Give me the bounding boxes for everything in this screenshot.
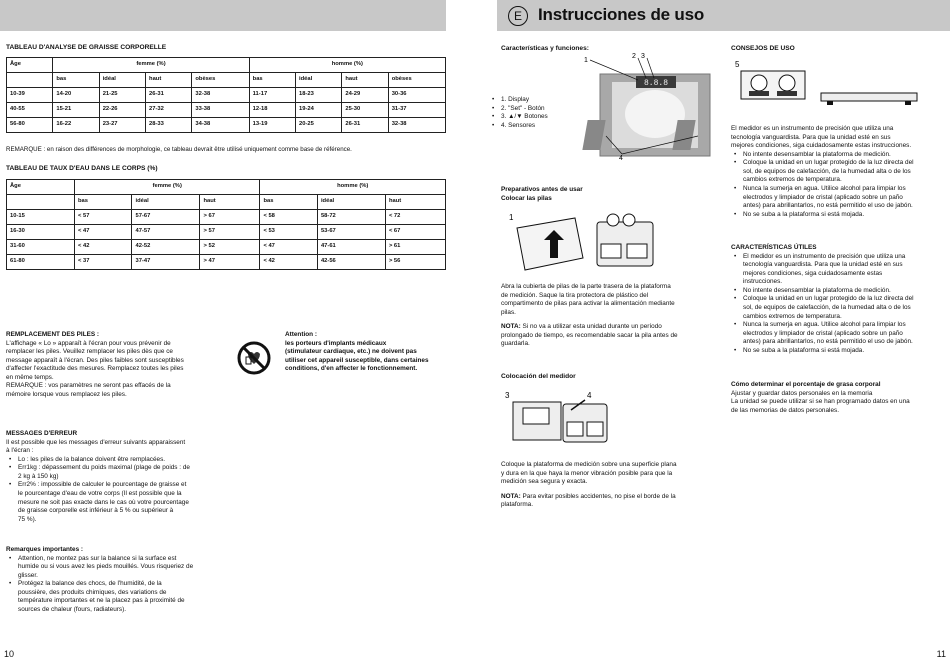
consejos-item bbox=[743, 159, 946, 185]
piles-line: REMARQUE : vos paramètres ne seront pas effacés de la bbox=[6, 382, 171, 390]
list-item-line: • No intente desensamblar la plataforma de medición. bbox=[743, 150, 891, 158]
utiles-item bbox=[743, 347, 946, 356]
attention-line: Attention : bbox=[285, 331, 317, 338]
list-item-line: antes) para abrillantarlos, no está permitido el uso de jabón. bbox=[743, 202, 913, 210]
prep-line: compartimento de pilas para activar la alimentación mediante bbox=[501, 300, 675, 308]
fat-table-heading: TABLEAU D'ANALYSE DE GRAISSE CORPORELLE bbox=[6, 44, 167, 51]
right-page bbox=[475, 0, 950, 662]
consejos-item bbox=[743, 185, 946, 211]
error-item bbox=[18, 464, 231, 481]
fig-number-1: 1 bbox=[509, 213, 514, 222]
remarques-section bbox=[6, 546, 231, 615]
table-subheader: bas bbox=[249, 73, 295, 88]
table-header-femme: femme (%) bbox=[53, 58, 249, 73]
colocacion-line: Coloque la plataforma de medición sobre una superficie plana bbox=[501, 461, 677, 468]
colocacion-line: medición sea segura y exacta. bbox=[501, 478, 588, 486]
list-item-line: mejores condiciones, siga cuidadosamente estas bbox=[743, 269, 883, 277]
attention-line: utiliser cet appareil susceptible, dans certaines bbox=[285, 356, 429, 364]
error-intro: Il est possible que les messages d'erreur suivants apparaissent bbox=[6, 438, 186, 446]
piles-section bbox=[6, 331, 226, 400]
prep-line: de medición. Saque la tira protectora de plástico del bbox=[501, 291, 649, 299]
prep-heading-2: Colocar las pilas bbox=[501, 194, 552, 202]
list-item-line: • No intente desensamblar la plataforma de medición. bbox=[743, 286, 891, 294]
table-subheader: obèses bbox=[388, 73, 445, 88]
table-subheader: idéal bbox=[317, 195, 385, 210]
table-row bbox=[7, 255, 446, 270]
utiles-item bbox=[743, 295, 946, 321]
table-cell: < 42 bbox=[260, 255, 317, 270]
remarque-item bbox=[18, 580, 231, 614]
table-cell: 58-72 bbox=[317, 210, 385, 225]
list-item-line: poussière, des produits chimiques, des variations de bbox=[18, 588, 167, 596]
utiles-item bbox=[743, 321, 946, 347]
attention-line: (stimulateur cardiaque, etc.) ne doivent pas bbox=[285, 348, 417, 356]
remarque-item bbox=[18, 555, 231, 581]
no-pacemaker-icon bbox=[236, 340, 272, 380]
list-item-line: de graisse corporelle est inférieur à 5 % ou supérieur à bbox=[18, 507, 174, 515]
colocacion-nota-text: Para evitar posibles accidentes, no pise el borde de la bbox=[520, 492, 676, 500]
table-cell: 47-57 bbox=[132, 225, 200, 240]
piles-line: mémoire lorsque vous remplacez les piles. bbox=[6, 391, 127, 399]
list-item-line: • No se suba a la plataforma si está mojada. bbox=[743, 346, 865, 354]
colocacion-nota-line: plataforma. bbox=[501, 501, 533, 509]
table-cell: < 53 bbox=[260, 225, 317, 240]
table-cell: 19-24 bbox=[296, 103, 342, 118]
table-cell: 21-25 bbox=[99, 88, 145, 103]
attention-line: les porteurs d'implants médicaux bbox=[285, 339, 387, 347]
table-subheader: idéal bbox=[132, 195, 200, 210]
table-cell: 61-80 bbox=[7, 255, 75, 270]
table-cell: 25-30 bbox=[342, 103, 388, 118]
table-cell: < 67 bbox=[385, 225, 445, 240]
table-subheader: bas bbox=[53, 73, 99, 88]
prep-nota-line: prolongado de tiempo, es recomendable sacar la pila antes de bbox=[501, 331, 678, 339]
table-cell: 26-31 bbox=[146, 88, 192, 103]
list-item-line: 75 %). bbox=[18, 515, 37, 523]
table-cell: 30-36 bbox=[388, 88, 445, 103]
header-bar bbox=[0, 0, 446, 31]
error-item bbox=[18, 456, 231, 465]
table-row bbox=[7, 240, 446, 255]
table-subheader: idéal bbox=[99, 73, 145, 88]
table-subheader: haut bbox=[342, 73, 388, 88]
table-cell: 37-47 bbox=[132, 255, 200, 270]
table-cell: 32-38 bbox=[192, 88, 249, 103]
table-header-age: Âge bbox=[7, 58, 53, 73]
table-cell: < 37 bbox=[75, 255, 132, 270]
porcentaje-heading: Cómo determinar el porcentaje de grasa corporal bbox=[731, 381, 881, 388]
page-title: Instrucciones de uso bbox=[538, 5, 705, 24]
porcentaje-line: de las memorias de datos personales. bbox=[731, 406, 839, 414]
page-number: 10 bbox=[4, 648, 15, 659]
callout-1: 1 bbox=[584, 57, 588, 64]
table-cell: 28-33 bbox=[146, 118, 192, 133]
list-item-line: cambios extremos de temperatura. bbox=[743, 176, 842, 184]
fig-number-4: 4 bbox=[587, 391, 592, 400]
table-cell: < 57 bbox=[75, 210, 132, 225]
water-table bbox=[6, 179, 446, 270]
feature-item: • 1. Display bbox=[501, 96, 548, 105]
prep-nota-text: Si no va a utilizar esta unidad durante un período bbox=[520, 323, 662, 331]
feature-item: • 2. "Set" - Botón bbox=[501, 105, 548, 114]
callout-2: 2 bbox=[632, 53, 636, 60]
table-cell: 32-38 bbox=[388, 118, 445, 133]
water-table-heading: TABLEAU DE TAUX D'EAU DANS LE CORPS (%) bbox=[6, 165, 158, 172]
list-item-line: • Attention, ne montez pas sur la balance si la surface est bbox=[18, 554, 177, 562]
table-cell: 12-18 bbox=[249, 103, 295, 118]
list-item-line: • Nunca la sumerja en agua. Utilice alcohol para limpiar los bbox=[743, 321, 906, 329]
table-cell: 14-20 bbox=[53, 88, 99, 103]
table-cell: 47-61 bbox=[317, 240, 385, 255]
prep-text bbox=[501, 283, 711, 349]
table-subheader: haut bbox=[385, 195, 445, 210]
table-cell: 15-21 bbox=[53, 103, 99, 118]
list-item-line: • Coloque la unidad en un lugar protegido de la luz directa del bbox=[743, 159, 914, 167]
piles-line: remplacer les piles. Veuillez remplacer les piles dès que ce bbox=[6, 348, 173, 356]
list-item-line: electrodos y limpiador de cristal (aplicado sobre un paño bbox=[743, 329, 903, 337]
prep-line: Abra la cubierta de pilas de la parte trasera de la plataforma bbox=[501, 283, 671, 290]
table-cell: 31-60 bbox=[7, 240, 75, 255]
table-cell: 16-30 bbox=[7, 225, 75, 240]
table-cell: 57-67 bbox=[132, 210, 200, 225]
prep-nota-line: guardarla. bbox=[501, 340, 530, 348]
table-cell: > 61 bbox=[385, 240, 445, 255]
table-cell: 42-52 bbox=[132, 240, 200, 255]
piles-heading: REMPLACEMENT DES PILES : bbox=[6, 331, 100, 338]
features-list bbox=[501, 96, 548, 130]
callout-3: 3 bbox=[641, 53, 645, 60]
table-cell: 18-23 bbox=[296, 88, 342, 103]
table-cell: < 47 bbox=[260, 240, 317, 255]
error-intro-2: à l'écran : bbox=[6, 447, 34, 455]
table-header-homme: homme (%) bbox=[260, 180, 446, 195]
fig-number-3: 3 bbox=[505, 391, 510, 400]
scale-figure bbox=[570, 50, 720, 164]
feature-item: • 4. Sensores bbox=[501, 122, 548, 131]
table-cell: 42-56 bbox=[317, 255, 385, 270]
utiles-heading: CARACTERÍSTICAS ÚTILES bbox=[731, 244, 817, 251]
colocacion-nota-label: NOTA: bbox=[501, 492, 521, 500]
table-cell: 33-38 bbox=[192, 103, 249, 118]
table-subheader: obèses bbox=[192, 73, 249, 88]
porcentaje-line: Ajustar y guardar datos personales en la memoria bbox=[731, 389, 873, 397]
list-item-line: electrodos y limpiador de cristal (aplicado sobre un paño bbox=[743, 193, 903, 201]
table-cell: < 42 bbox=[75, 240, 132, 255]
error-section bbox=[6, 430, 231, 524]
table-row bbox=[7, 210, 446, 225]
table-subheader: haut bbox=[200, 195, 260, 210]
consejos-intro-line: El medidor es un instrumento de precisión que utiliza una bbox=[731, 125, 894, 132]
list-item-line: le pourcentage d'eau de votre corps (Il est possible que la bbox=[18, 490, 182, 498]
table-cell: 53-67 bbox=[317, 225, 385, 240]
list-item-line: tecnología vanguardista. Para que la unidad esté en sus bbox=[743, 261, 903, 269]
list-item-line: température importantes et ne la placez pas à proximité de bbox=[18, 597, 185, 605]
fig-number-5: 5 bbox=[735, 60, 740, 69]
list-item-line: • Protégez la balance des chocs, de l'humidité, de la bbox=[18, 580, 162, 588]
consejos-intro-line: tecnología vanguardista. Para que la unidad esté en sus bbox=[731, 133, 891, 141]
utiles-item bbox=[743, 253, 946, 287]
page-number: 11 bbox=[936, 648, 946, 659]
error-list bbox=[6, 456, 231, 525]
error-heading: MESSAGES D'ERREUR bbox=[6, 430, 78, 437]
table-cell: > 67 bbox=[200, 210, 260, 225]
prep-nota-label: NOTA: bbox=[501, 323, 521, 331]
table-cell: 13-19 bbox=[249, 118, 295, 133]
table-subheader: idéal bbox=[296, 73, 342, 88]
table-subheader: bas bbox=[75, 195, 132, 210]
piles-line: en même temps. bbox=[6, 373, 54, 381]
list-item-line: • Lo : les piles de la balance doivent être remplacées. bbox=[18, 455, 166, 463]
table-cell: > 47 bbox=[200, 255, 260, 270]
feature-item: • 3. ▲/▼ Botones bbox=[501, 113, 548, 122]
piles-line: L'affichage « Lo » apparaît à l'écran pour vous prévenir de bbox=[6, 339, 171, 347]
colocacion-text bbox=[501, 461, 711, 510]
porcentaje-line: La unidad se puede utilizar si se han programado datos en una bbox=[731, 398, 910, 406]
table-cell: < 58 bbox=[260, 210, 317, 225]
remarques-list bbox=[6, 555, 231, 615]
battery-figure bbox=[505, 208, 685, 282]
consejos-item bbox=[743, 211, 946, 220]
list-item-line: 2 kg à 150 kg) bbox=[18, 472, 59, 480]
table-cell: 20-25 bbox=[296, 118, 342, 133]
consejos-text bbox=[731, 125, 946, 219]
table-cell: < 47 bbox=[75, 225, 132, 240]
list-item-line: • Err1kg : dépassement du poids maximal (plage de poids : de bbox=[18, 464, 190, 472]
consejos-intro-line: mejores condiciones, siga cuidadosamente estas instrucciones. bbox=[731, 142, 912, 150]
list-item-line: • Nunca la sumerja en agua. Utilice alcohol para limpiar los bbox=[743, 185, 906, 193]
prep-line: pilas. bbox=[501, 308, 516, 316]
table-cell: 16-22 bbox=[53, 118, 99, 133]
list-item-line: sol, de equipos de calefacción, de la humedad alta o de los bbox=[743, 304, 911, 312]
list-item-line: humide ou si vous avez les pieds mouillés. Vous risqueriez de bbox=[18, 563, 194, 571]
list-item-line: • El medidor es un instrumento de precisión que utiliza una bbox=[743, 252, 906, 260]
list-item-line: instrucciones. bbox=[743, 278, 783, 286]
table-cell: 11-17 bbox=[249, 88, 295, 103]
table-cell: 27-32 bbox=[146, 103, 192, 118]
table-cell: > 56 bbox=[385, 255, 445, 270]
table-subheader: haut bbox=[146, 73, 192, 88]
piles-text bbox=[6, 340, 226, 400]
utiles-section bbox=[731, 244, 946, 356]
table-cell bbox=[7, 195, 75, 210]
tips-figure bbox=[731, 57, 941, 116]
table-cell: 56-80 bbox=[7, 118, 53, 133]
prep-heading-1: Preparativos antes de usar bbox=[501, 186, 583, 193]
table-cell: 34-38 bbox=[192, 118, 249, 133]
fat-table bbox=[6, 57, 446, 133]
table-cell bbox=[7, 73, 53, 88]
table-cell: 10-39 bbox=[7, 88, 53, 103]
colocacion-heading: Colocación del medidor bbox=[501, 373, 576, 380]
list-item-line: • Coloque la unidad en un lugar protegido de la luz directa del bbox=[743, 295, 914, 303]
list-item-line: • Err2% : impossible de calculer le pourcentage de graisse et bbox=[18, 481, 187, 489]
table-cell: 24-29 bbox=[342, 88, 388, 103]
features-heading: Características y funciones: bbox=[501, 45, 589, 52]
table-cell: > 57 bbox=[200, 225, 260, 240]
table-cell: 10-15 bbox=[7, 210, 75, 225]
utiles-item bbox=[743, 287, 946, 296]
attention-notice bbox=[285, 331, 455, 374]
placement-figure bbox=[501, 386, 611, 450]
scale-display-text: 8.8.8 bbox=[643, 79, 669, 88]
remarques-heading: Remarques importantes : bbox=[6, 546, 84, 553]
table-header-femme: femme (%) bbox=[75, 180, 260, 195]
table-cell: 26-31 bbox=[342, 118, 388, 133]
table-header-homme: homme (%) bbox=[249, 58, 445, 73]
table-row bbox=[7, 118, 446, 133]
consejos-heading: CONSEJOS DE USO bbox=[731, 45, 795, 52]
list-item-line: sources de chaleur (fours, radiateurs). bbox=[18, 606, 126, 614]
piles-line: message apparaît à l'écran. Des piles faibles sont susceptibles bbox=[6, 356, 184, 364]
table-row bbox=[7, 103, 446, 118]
table-header-age: Âge bbox=[7, 180, 75, 195]
colocacion-line: y dura en la que haya la menor vibración posible para que la bbox=[501, 469, 673, 477]
consejos-item bbox=[743, 151, 946, 160]
list-item-line: antes) para abrillantarlos, no está permitido el uso de jabón. bbox=[743, 338, 913, 346]
prep-heading bbox=[501, 186, 583, 203]
language-badge: E bbox=[508, 6, 528, 26]
porcentaje-section bbox=[731, 381, 946, 415]
table-row bbox=[7, 88, 446, 103]
list-item-line: glisser. bbox=[18, 571, 38, 579]
table-subheader: bas bbox=[260, 195, 317, 210]
table-cell: 31-37 bbox=[388, 103, 445, 118]
list-item-line: mesure ne soit pas exacte dans le cas où votre pourcentage bbox=[18, 498, 189, 506]
table-cell: < 72 bbox=[385, 210, 445, 225]
piles-line: d'affecter l'exactitude des mesures. Remplacez toutes les piles bbox=[6, 365, 184, 373]
error-item bbox=[18, 481, 231, 524]
list-item-line: • No se suba a la plataforma si está mojada. bbox=[743, 210, 865, 218]
table-row bbox=[7, 225, 446, 240]
fat-table-remark: REMARQUE : en raison des différences de morphologie, ce tableau devrait être utilisé uniquement comme base de référence. bbox=[6, 146, 352, 153]
list-item-line: cambios extremos de temperatura. bbox=[743, 312, 842, 320]
table-cell: 40-55 bbox=[7, 103, 53, 118]
list-item-line: sol, de equipos de calefacción, de la humedad alta o de los bbox=[743, 167, 911, 175]
table-cell: 22-26 bbox=[99, 103, 145, 118]
callout-4: 4 bbox=[619, 155, 623, 160]
table-cell: 23-27 bbox=[99, 118, 145, 133]
table-cell: > 52 bbox=[200, 240, 260, 255]
attention-line: conditions, d'en affecter le fonctionnement. bbox=[285, 365, 418, 373]
